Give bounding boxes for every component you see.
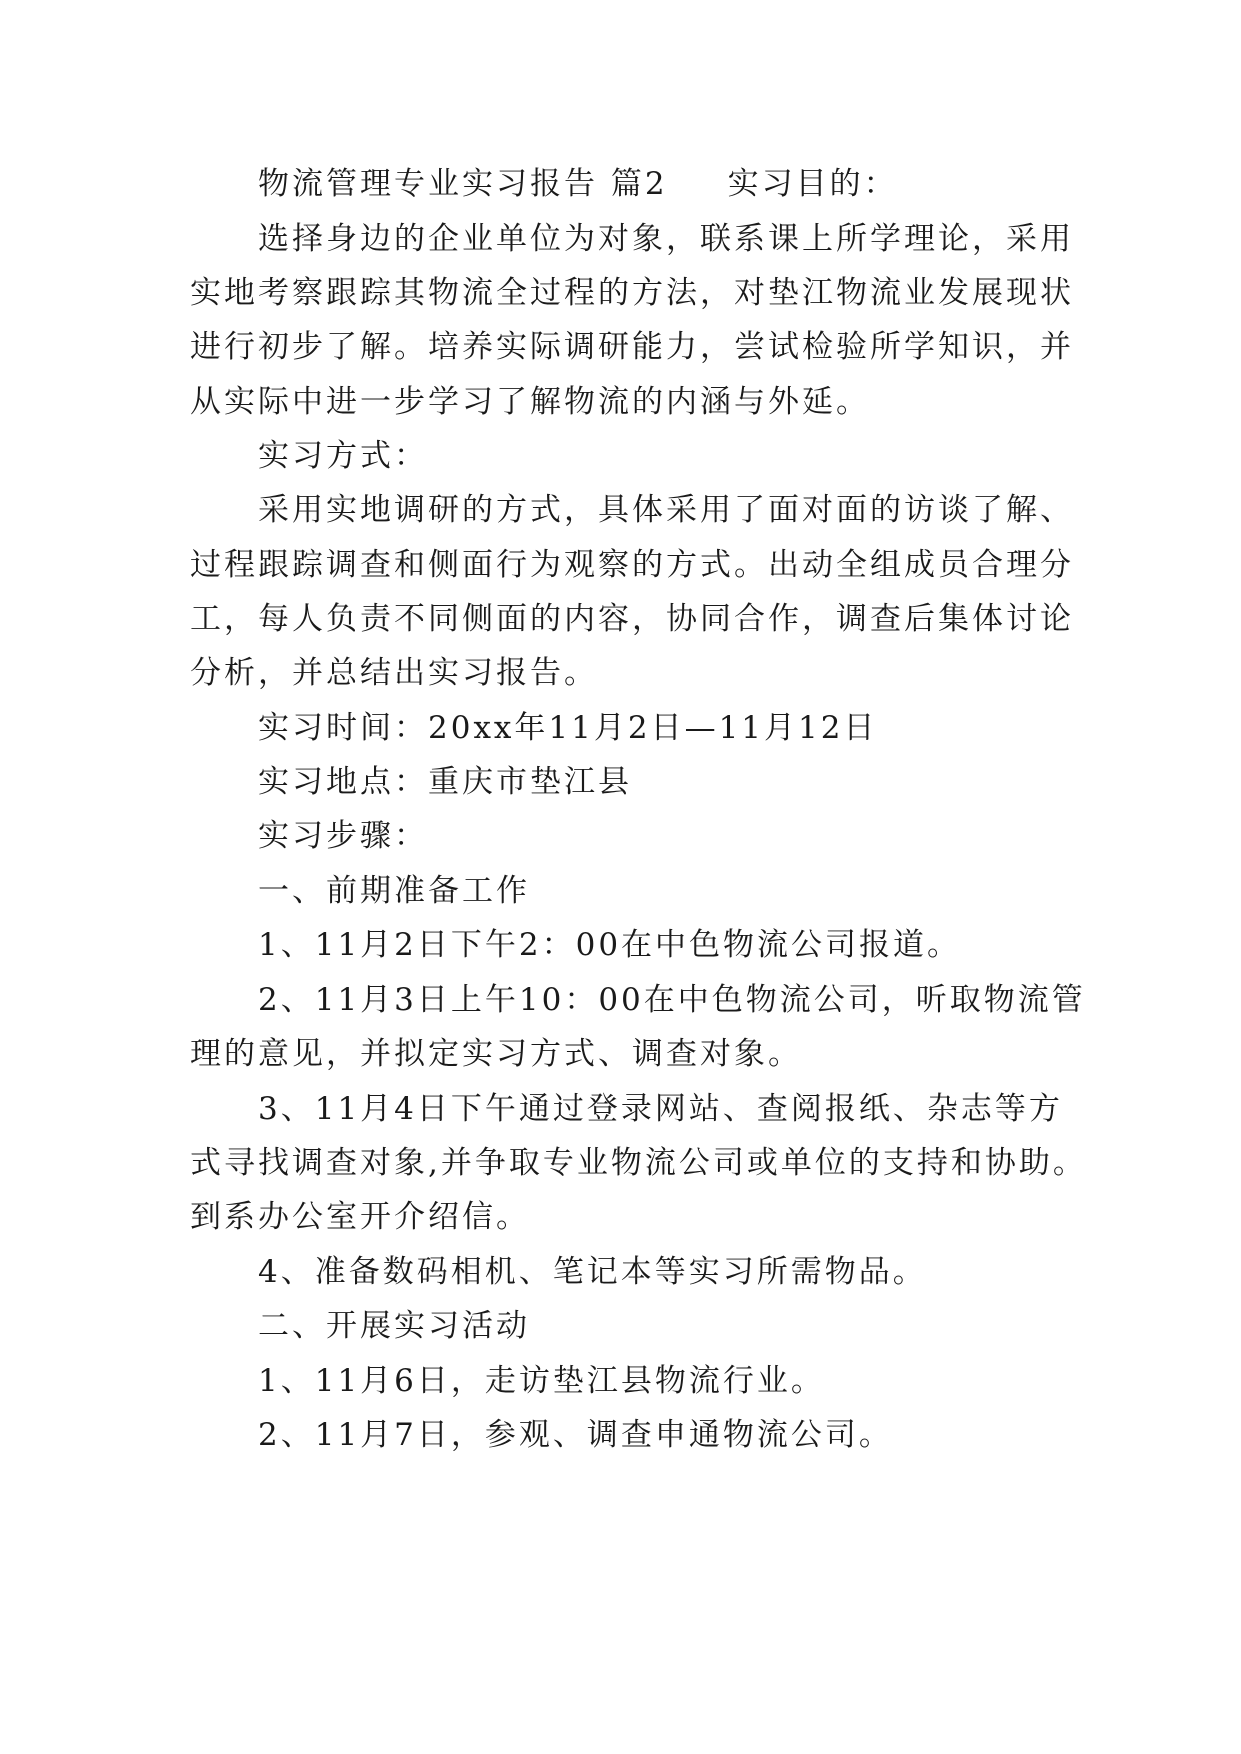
paragraph-line: 从实际中进一步学习了解物流的内涵与外延。 [190,384,870,420]
paragraph-line: 进行初步了解。培养实际调研能力，尝试检验所学知识，并 [190,329,1074,365]
section-heading-steps: 实习步骤： [258,818,428,854]
list-item: 2、11月7日，参观、调查申通物流公司。 [258,1417,893,1453]
paragraph-line: 工，每人负责不同侧面的内容，协同合作，调查后集体讨论 [190,601,1074,637]
internship-location: 实习地点：重庆市垫江县 [258,764,632,800]
list-item-continuation: 到系办公室开介绍信。 [190,1199,530,1235]
paragraph-line: 分析，并总结出实习报告。 [190,655,598,691]
list-item-continuation: 式寻找调查对象,并争取专业物流公司或单位的支持和协助。 [190,1145,1087,1181]
list-item: 4、准备数码相机、笔记本等实习所需物品。 [258,1254,927,1290]
subheading-activities: 二、开展实习活动 [258,1308,530,1344]
section-heading-method: 实习方式： [258,438,428,474]
section-heading-purpose: 实习目的： [727,166,898,202]
list-item: 3、11月4日下午通过登录网站、查阅报纸、杂志等方 [258,1091,1063,1127]
paragraph-line: 实地考察跟踪其物流全过程的方法，对垫江物流业发展现状 [190,275,1074,311]
list-item: 1、11月6日，走访垫江县物流行业。 [258,1363,825,1399]
list-item-continuation: 理的意见，并拟定实习方式、调查对象。 [190,1036,802,1072]
paragraph-line: 选择身边的企业单位为对象，联系课上所学理论，采用 [258,221,1074,257]
document-title: 物流管理专业实习报告 篇2 [258,166,668,202]
subheading-preparation: 一、前期准备工作 [258,873,530,909]
list-item: 2、11月3日上午10：00在中色物流公司，听取物流管 [258,982,1086,1018]
paragraph-line: 采用实地调研的方式，具体采用了面对面的访谈了解、 [258,492,1074,528]
list-item: 1、11月2日下午2：00在中色物流公司报道。 [258,927,962,963]
title-line [258,164,898,204]
paragraph-line: 过程跟踪调查和侧面行为观察的方式。出动全组成员合理分 [190,547,1074,583]
internship-time: 实习时间：20xx年11月2日—11月12日 [258,710,878,746]
